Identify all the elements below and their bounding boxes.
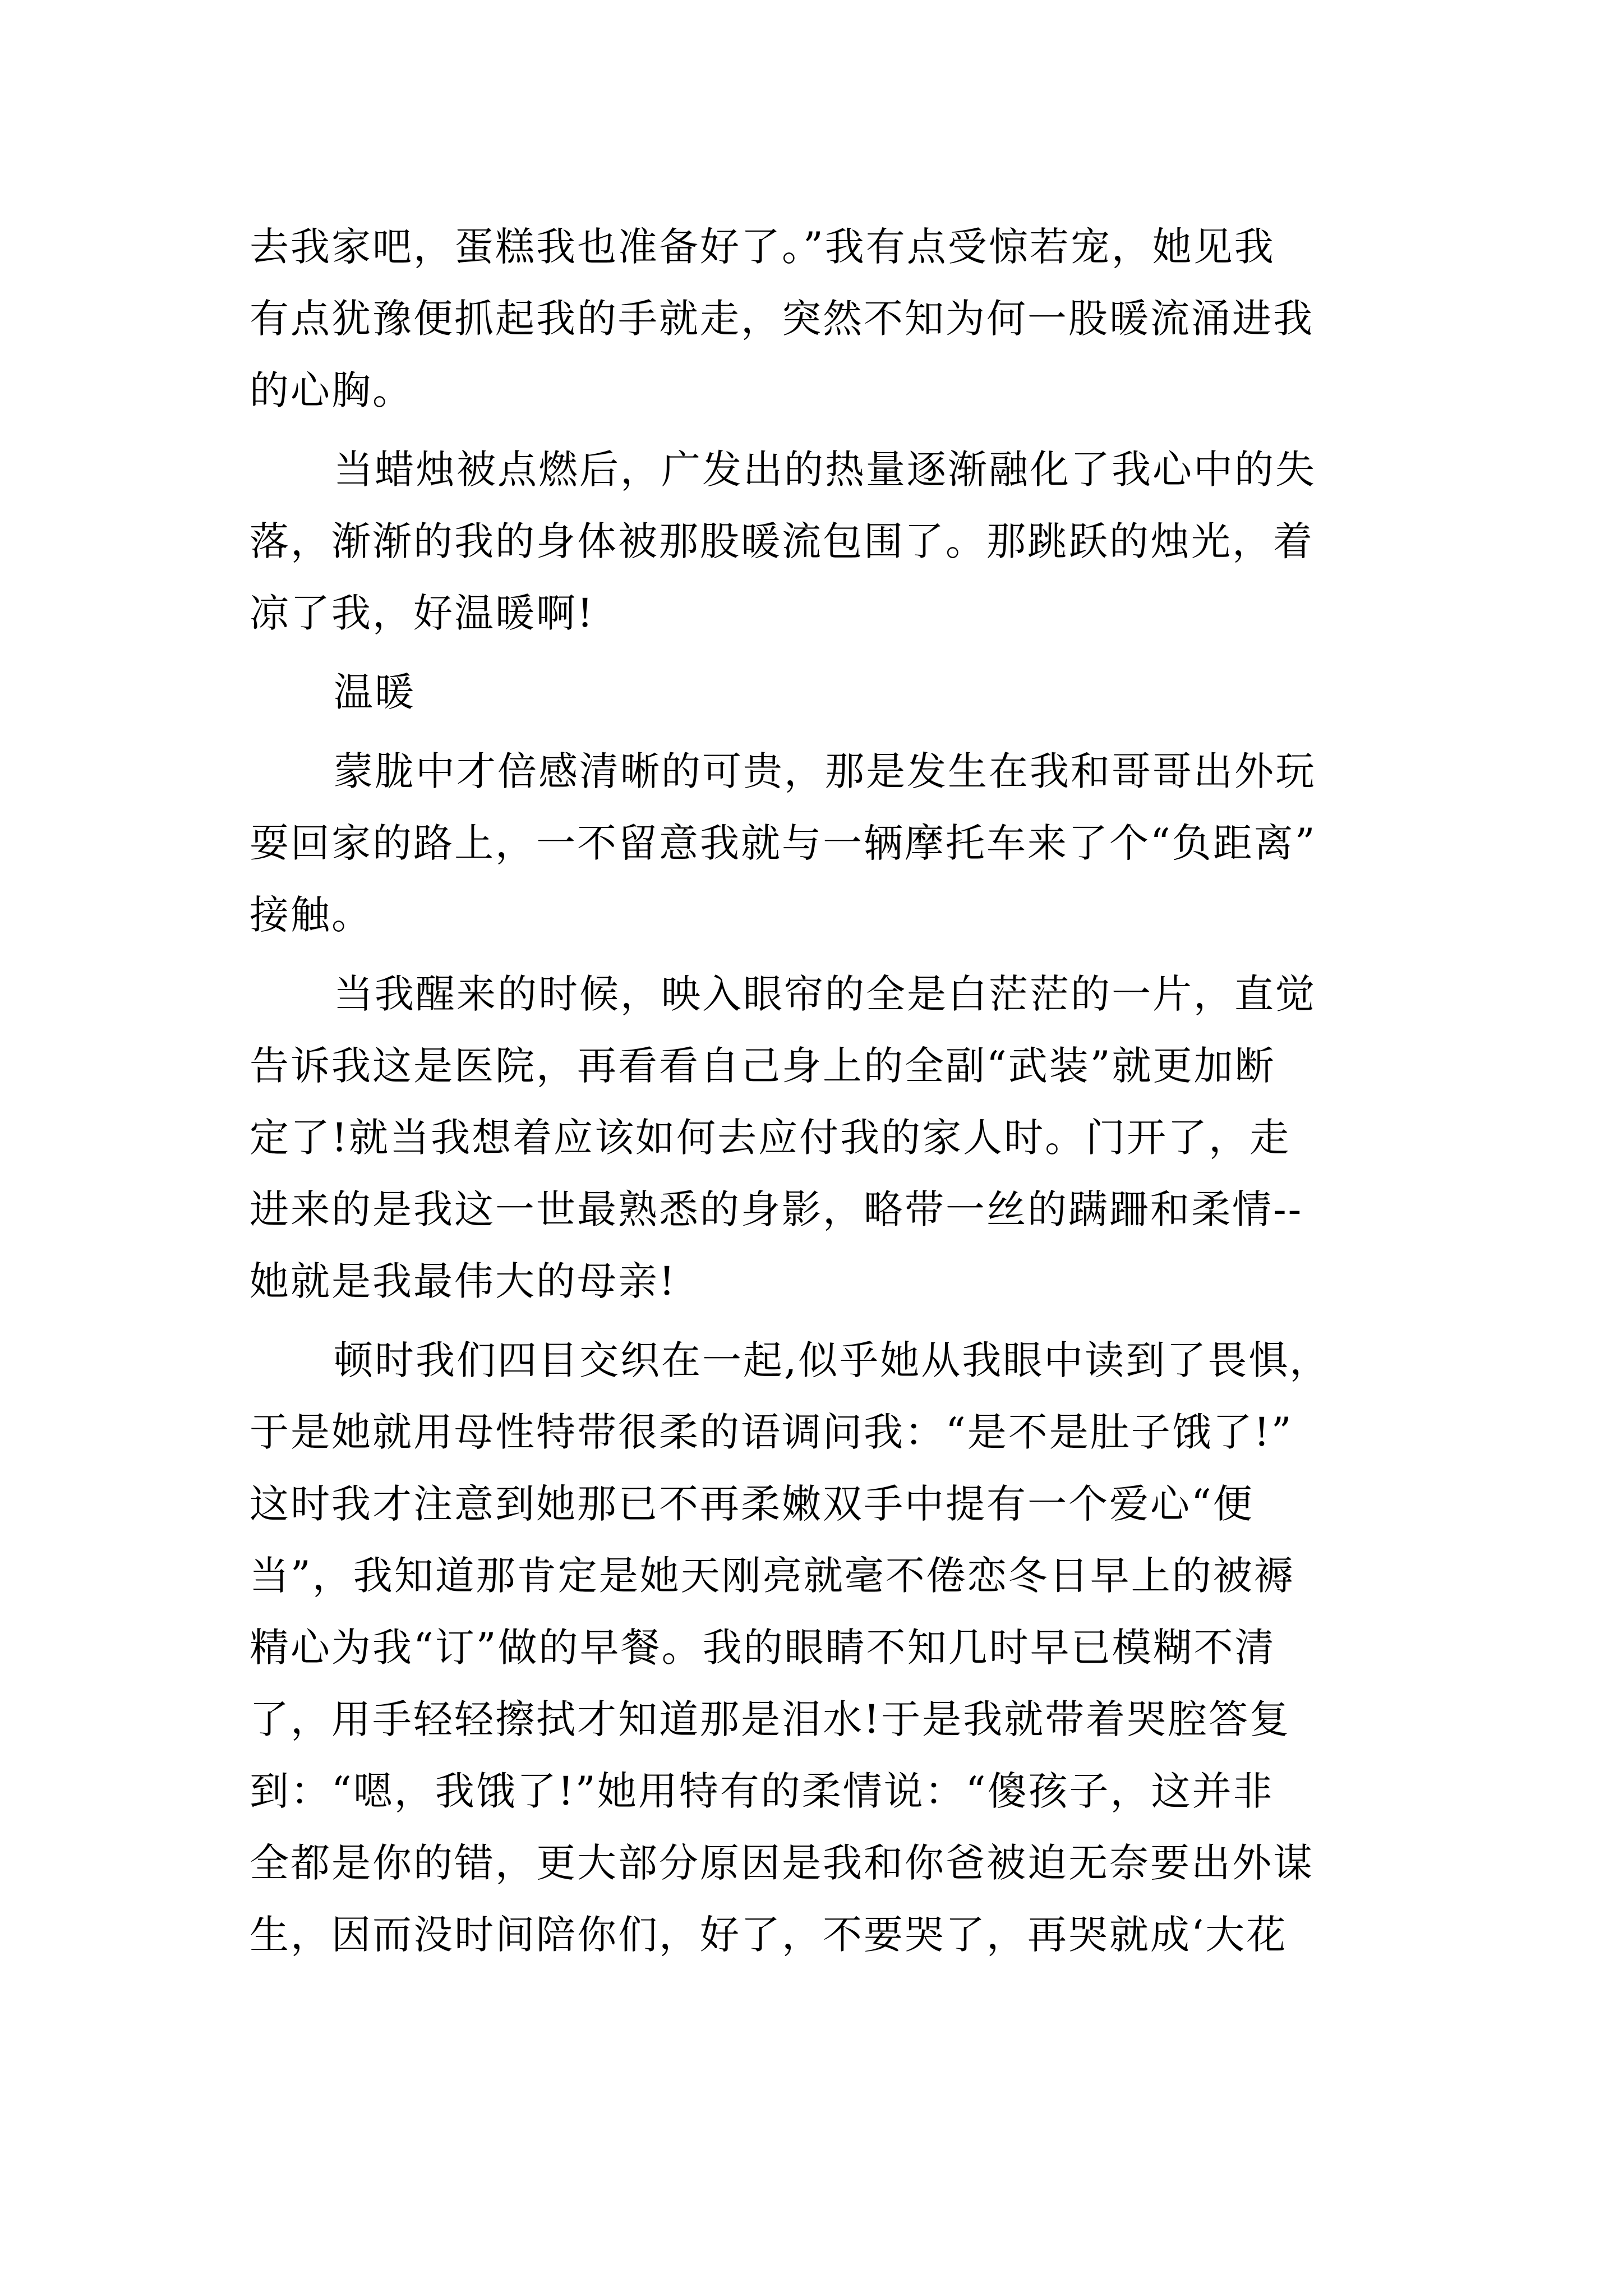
text-line: 全都是你的错，更大部分原因是我和你爸被迫无奈要出外谋: [250, 1840, 1314, 1886]
text-line: 这时我才注意到她那已不再柔嫩双手中提有一个爱心“便: [250, 1481, 1254, 1527]
text-line: 去我家吧，蛋糕我也准备好了。”我有点受惊若宠，她见我: [250, 224, 1275, 270]
text-line: 生，因而没时间陪你们，好了，不要哭了，再哭就成‘大花: [250, 1912, 1288, 1958]
text-line: 了，用手轻轻擦拭才知道那是泪水!于是我就带着哭腔答复: [250, 1696, 1291, 1742]
text-line: 到：“嗯，我饿了!”她用特有的柔情说：“傻孩子，这并非: [250, 1768, 1274, 1814]
text-line: 精心为我“订”做的早餐。我的眼睛不知几时早已模糊不清: [250, 1625, 1276, 1671]
text-line: 当蜡烛被点燃后，广发出的热量逐渐融化了我心中的失: [334, 447, 1316, 493]
text-line: 温暖: [334, 669, 416, 715]
text-line: 落，渐渐的我的身体被那股暖流包围了。那跳跃的烛光，着: [250, 518, 1314, 564]
text-line: 耍回家的路上，一不留意我就与一辆摩托车来了个“负距离”: [250, 820, 1317, 866]
text-line: 有点犹豫便抓起我的手就走，突然不知为何一股暖流涌进我: [250, 296, 1314, 342]
text-line: 告诉我这是医院，再看看自己身上的全副“武装”就更加断: [250, 1043, 1276, 1089]
text-line: 顿时我们四目交织在一起,似乎她从我眼中读到了畏惧，: [334, 1337, 1331, 1383]
text-line: 蒙胧中才倍感清晰的可贵，那是发生在我和哥哥出外玩: [334, 748, 1316, 794]
text-line: 接触。: [250, 892, 372, 938]
text-line: 的心胸。: [250, 367, 413, 413]
text-line: 当”，我知道那肯定是她天刚亮就毫不倦恋冬日早上的被褥: [250, 1553, 1295, 1599]
text-line: 定了!就当我想着应该如何去应付我的家人时。门开了，走: [250, 1115, 1291, 1161]
text-line: 进来的是我这一世最熟悉的身影，略带一丝的蹒跚和柔情--: [250, 1186, 1303, 1232]
text-line: 当我醒来的时候，映入眼帘的全是白茫茫的一片，直觉: [334, 971, 1316, 1017]
text-line: 凉了我，好温暖啊!: [250, 590, 595, 636]
text-line: 于是她就用母性特带很柔的语调问我：“是不是肚子饿了!”: [250, 1409, 1293, 1455]
text-line: 她就是我最伟大的母亲!: [250, 1258, 677, 1304]
